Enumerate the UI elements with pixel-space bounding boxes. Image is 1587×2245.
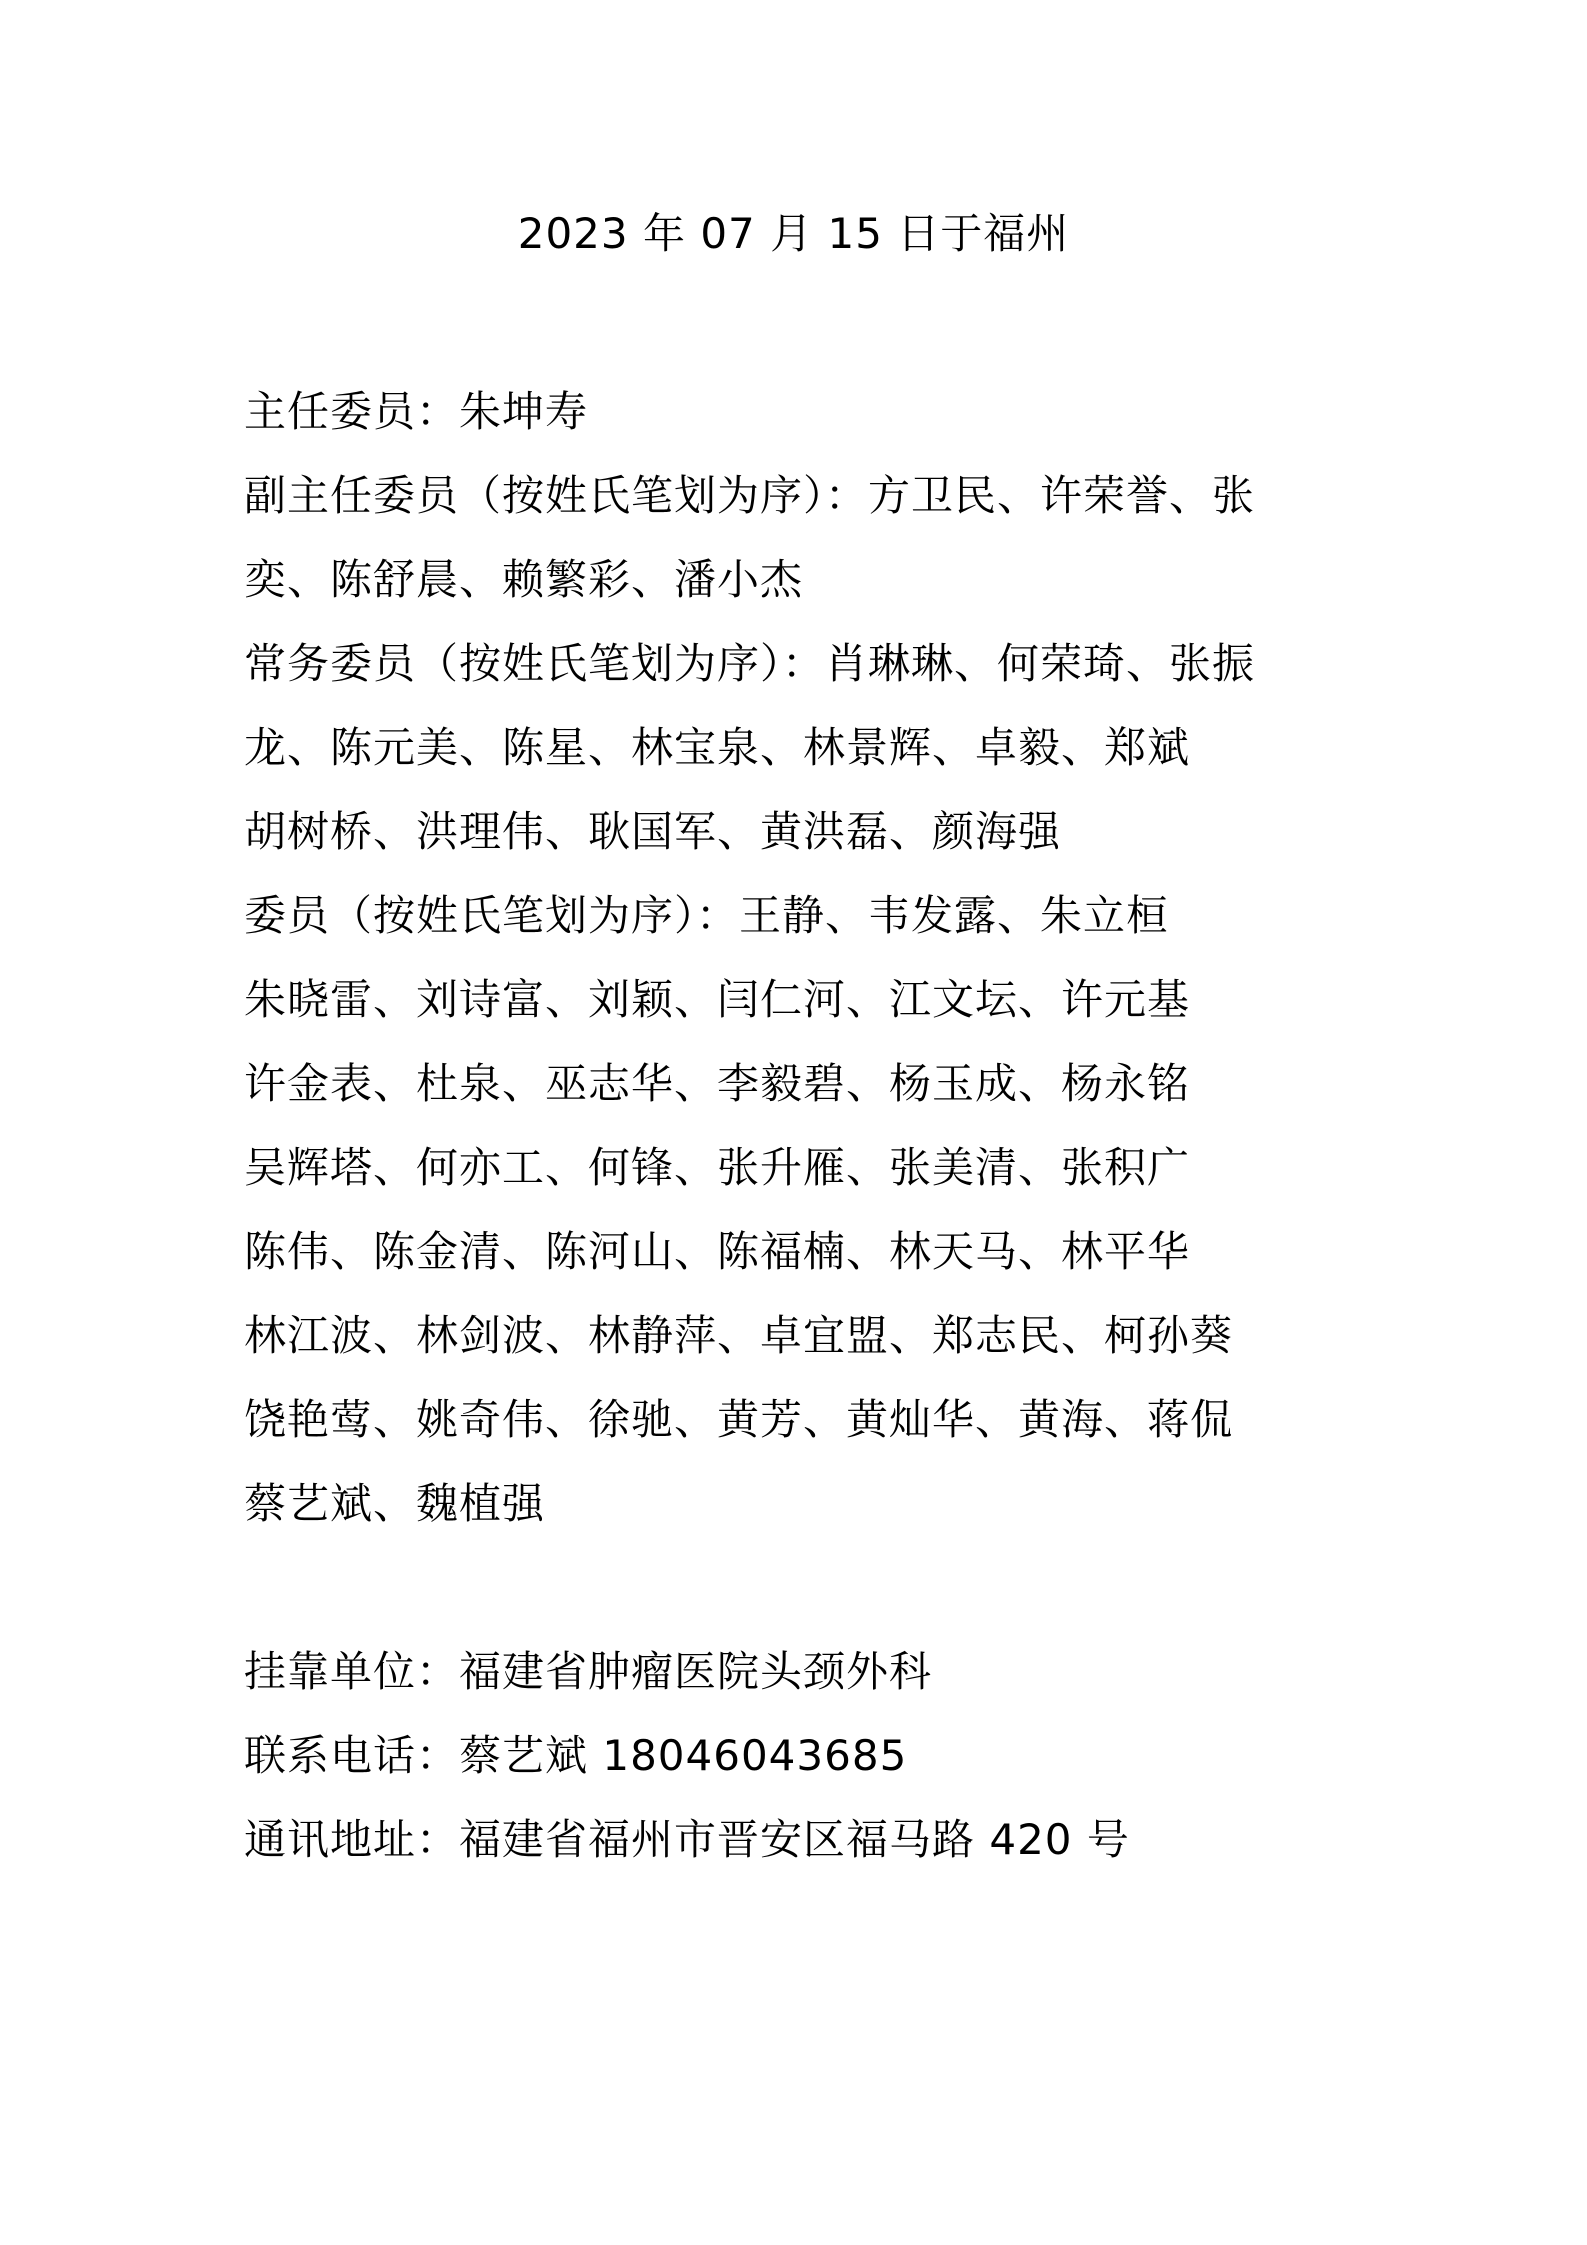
members-line-2: 朱晓雷、刘诗富、刘颖、闫仁河、江文坛、许元基 — [244, 975, 1191, 1024]
members-line-5: 陈伟、陈金清、陈河山、陈福楠、林天马、林平华 — [244, 1227, 1191, 1276]
standing-members-line-3: 胡树桥、洪理伟、耿国军、黄洪磊、颜海强 — [244, 807, 1062, 856]
document-body — [244, 370, 1364, 1882]
chair-line: 主任委员：朱坤寿 — [244, 387, 589, 436]
vice-chair-line-2: 奕、陈舒晨、赖繁彩、潘小杰 — [244, 555, 804, 604]
date-line: 2023 年 07 月 15 日于福州 — [517, 209, 1070, 258]
members-line-3: 许金表、杜泉、巫志华、李毅碧、杨玉成、杨永铭 — [244, 1059, 1191, 1108]
members-line-4: 吴辉塔、何亦工、何锋、张升雁、张美清、张积广 — [244, 1143, 1191, 1192]
vice-chair-line-1: 副主任委员（按姓氏笔划为序）：方卫民、许荣誉、张 — [244, 471, 1256, 520]
standing-members-line-2: 龙、陈元美、陈星、林宝泉、林景辉、卓毅、郑斌 — [244, 723, 1191, 772]
standing-members-line-1: 常务委员（按姓氏笔划为序）：肖琳琳、何荣琦、张振 — [244, 639, 1256, 688]
members-line-1: 委员（按姓氏笔划为序）：王静、韦发露、朱立桓 — [244, 891, 1170, 940]
members-line-8: 蔡艺斌、魏植强 — [244, 1479, 546, 1528]
mailing-address-line: 通讯地址：福建省福州市晋安区福马路 420 号 — [244, 1815, 1130, 1864]
members-line-6: 林江波、林剑波、林静萍、卓宜盟、郑志民、柯孙葵 — [244, 1311, 1234, 1360]
contact-phone-line: 联系电话：蔡艺斌 18046043685 — [244, 1731, 908, 1780]
members-line-7: 饶艳莺、姚奇伟、徐驰、黄芳、黄灿华、黄海、蒋侃 — [244, 1395, 1234, 1444]
affiliation-line: 挂靠单位：福建省肿瘤医院头颈外科 — [244, 1647, 933, 1696]
